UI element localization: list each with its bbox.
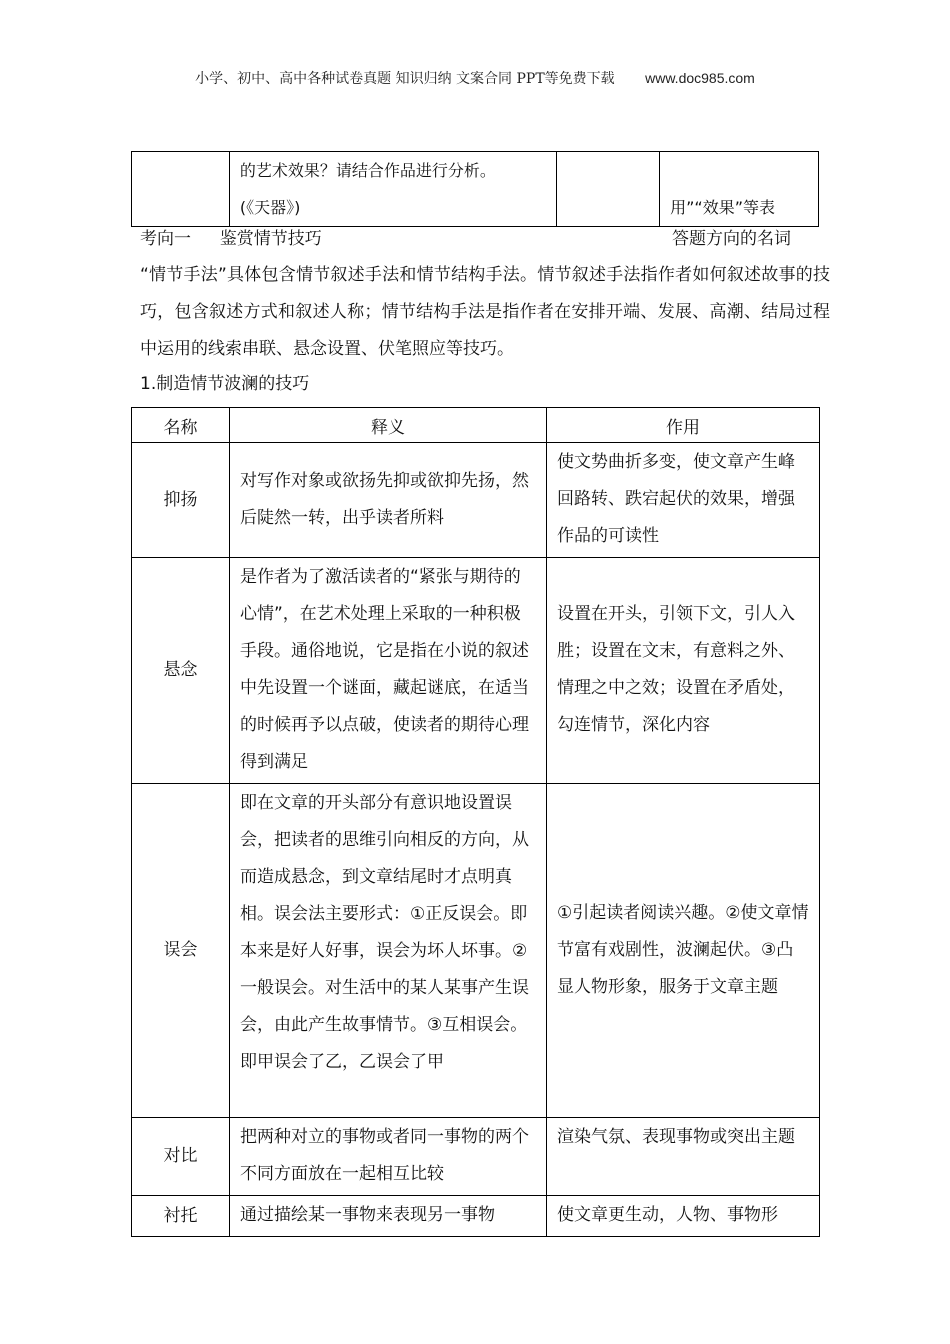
- table-row: [132, 784, 820, 1118]
- plot-techniques-table: [131, 407, 820, 1237]
- row-effect: 使文章更生动，人物、事物形: [547, 1196, 820, 1237]
- header-effect: 作用: [547, 408, 820, 443]
- row-name: 悬念: [132, 558, 230, 784]
- row-name: 衬托: [132, 1196, 230, 1237]
- row-effect: 设置在开头，引领下文，引人入胜；设置在文末，有意料之外、情理之中之效；设置在矛盾处，勾连情节，深化内容: [547, 558, 820, 784]
- row-effect: 使文势曲折多变，使文章产生峰回路转、跌宕起伏的效果，增强作品的可读性: [547, 443, 820, 558]
- question-line-2: (《天器》): [239, 198, 301, 217]
- kaoxiang-title: 鉴赏情节技巧: [219, 229, 322, 249]
- row-effect: 渲染气氛、表现事物或突出主题: [547, 1118, 820, 1196]
- header-definition: 释义: [230, 408, 547, 443]
- row-definition: 把两种对立的事物或者同一事物的两个不同方面放在一起相互比较: [230, 1118, 547, 1196]
- row-name: 误会: [132, 784, 230, 1118]
- continued-cell-3: [557, 152, 660, 227]
- table-row: [132, 1118, 820, 1196]
- kaoxiang-right-text: 答题方向的名词: [672, 229, 791, 249]
- table-header-row: [132, 408, 820, 443]
- row-name: 对比: [132, 1118, 230, 1196]
- intro-paragraph: “情节手法”具体包含情节叙述手法和情节结构手法。情节叙述手法指作者如何叙述故事的技巧，包含叙述方式和叙述人称；情节结构手法是指作者在安排开端、发展、高潮、结局过程中运用的线索串联、悬念设置、伏笔照应等技巧。: [140, 265, 830, 359]
- table-row: [132, 558, 820, 784]
- table-row: [132, 443, 820, 558]
- row-definition: 通过描绘某一事物来表现另一事物: [230, 1196, 547, 1237]
- kaoxiang-heading: [140, 226, 830, 252]
- row-definition: 即在文章的开头部分有意识地设置误会，把读者的思维引向相反的方向，从而造成悬念，到文章结尾时才点明真相。误会法主要形式：①正反误会。即本来是好人好事，误会为坏人坏事。②一般误会。对生活中的某人某事产生误会，由此产生故事情节。③互相误会。即甲误会了乙，乙误会了甲: [230, 784, 547, 1118]
- header-site: www.doc985.com: [645, 70, 755, 86]
- header-text: 小学、初中、高中各种试卷真题 知识归纳 文案合同 PPT等免费下载: [195, 71, 615, 87]
- section-title: 1.制造情节波澜的技巧: [140, 374, 310, 394]
- continued-table: [131, 151, 819, 227]
- continued-cell-4-text: 用”“效果”等表: [670, 198, 776, 217]
- row-definition: 是作者为了激活读者的“紧张与期待的心情”，在艺术处理上采取的一种积极手段。通俗地说，它是指在小说的叙述中先设置一个谜面，藏起谜底，在适当的时候再予以点破，使读者的期待心理得到满足: [230, 558, 547, 784]
- continued-question: [229, 152, 556, 227]
- question-line-1: 的艺术效果？请结合作品进行分析。: [239, 161, 496, 180]
- row-definition: 对写作对象或欲扬先抑或欲抑先扬，然后陡然一转，出乎读者所料: [230, 443, 547, 558]
- continued-cell-4: [660, 152, 819, 227]
- continued-cell-1: [132, 152, 230, 227]
- table-row: [132, 1196, 820, 1237]
- row-effect: ①引起读者阅读兴趣。②使文章情节富有戏剧性，波澜起伏。③凸显人物形象，服务于文章主题: [547, 784, 820, 1118]
- kaoxiang-label: 考向一: [140, 229, 191, 249]
- header-name: 名称: [132, 408, 230, 443]
- row-name: 抑扬: [132, 443, 230, 558]
- page-header: [0, 68, 950, 88]
